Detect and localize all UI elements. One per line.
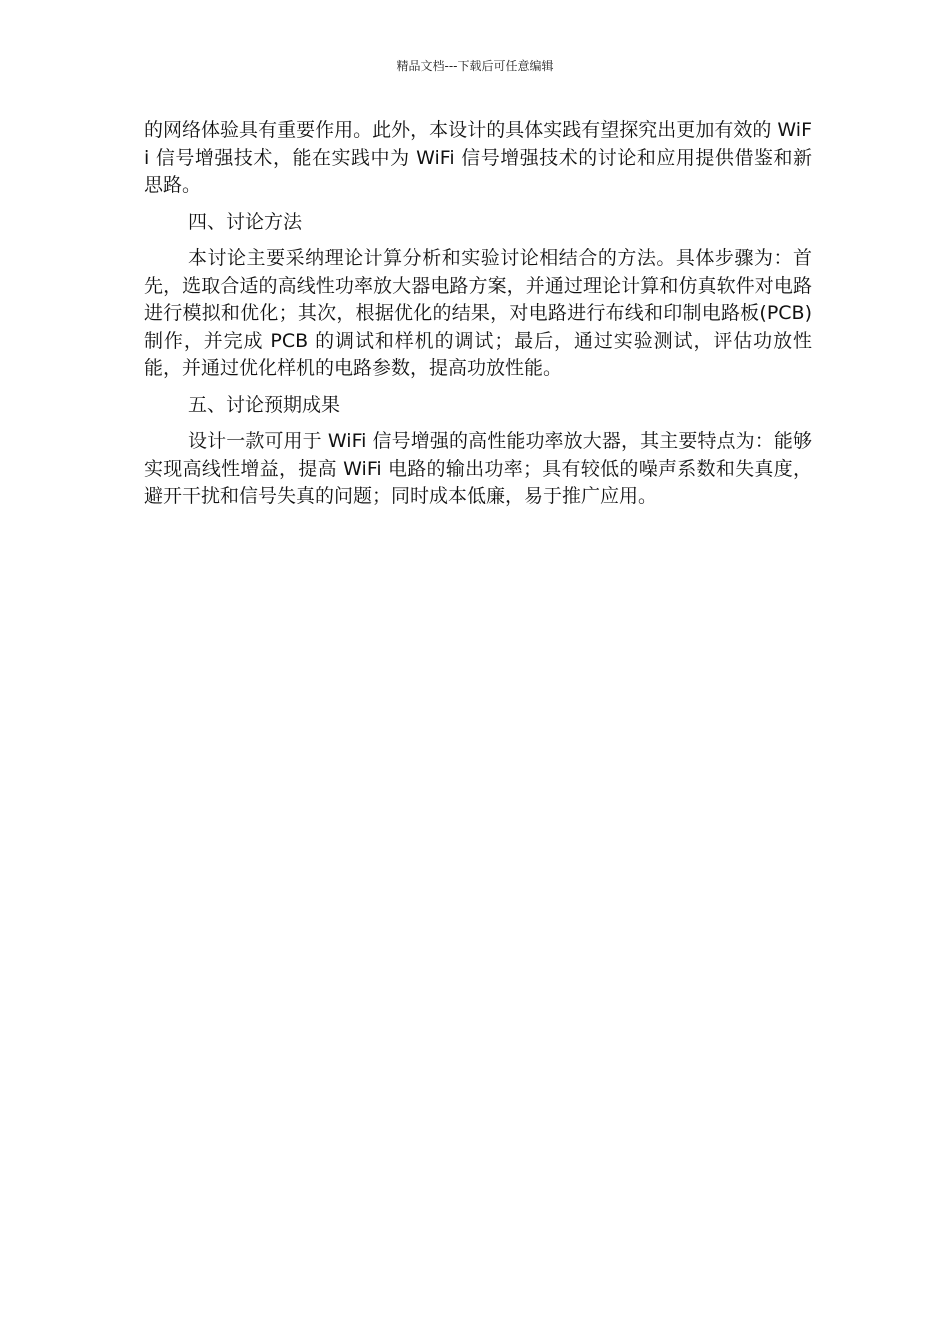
page-header: 精品文档---下载后可任意编辑 [396,59,554,73]
section-4-paragraph: 本讨论主要采纳理论计算分析和实验讨论相结合的方法。具体步骤为：首先，选取合适的高线性功率放大器电路方案，并通过理论计算和仿真软件对电路进行模拟和优化；其次，根据优化的结果，对电路进行布线和印制电路板(PCB)制作，并完成 PCB 的调试和样机的调试；最后，通过实验测试，评估功放性能，并通过优化样机的电路参数，提高功放性能。 [144,247,812,379]
section-5-paragraph: 设计一款可用于 WiFi 信号增强的高性能功率放大器，其主要特点为：能够实现高线性增益，提高 WiFi 电路的输出功率；具有较低的噪声系数和失真度，避开干扰和信号失真的问题；同时成本低廉，易于推广应用。 [144,430,812,507]
section-4-heading: 四、讨论方法 [188,210,303,233]
document-body [144,117,812,511]
section-5-heading: 五、讨论预期成果 [188,393,341,416]
intro-paragraph: 的网络体验具有重要作用。此外，本设计的具体实践有望探究出更加有效的 WiFi 信号增强技术，能在实践中为 WiFi 信号增强技术的讨论和应用提供借鉴和新思路。 [144,119,812,196]
